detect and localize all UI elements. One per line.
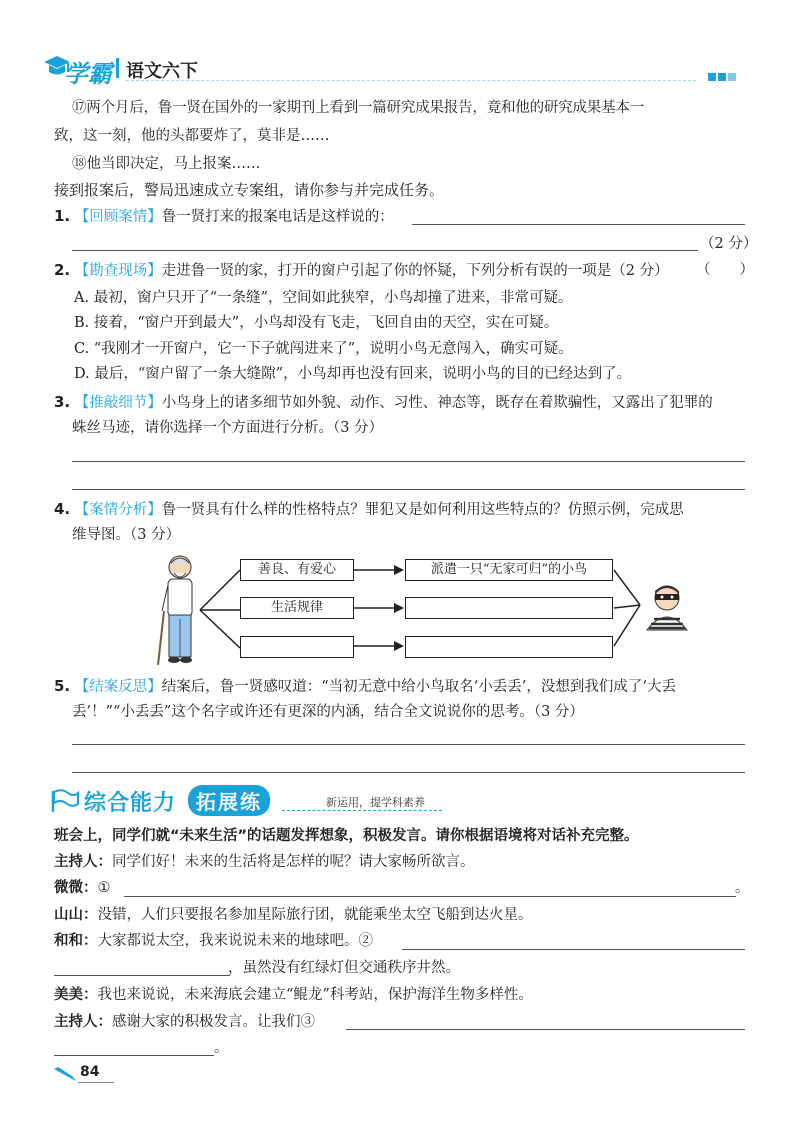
map-left-box-2: 生活规律 [240, 597, 354, 619]
speaker-host-2: 主持人： [54, 1014, 112, 1030]
q2-tag: 【勘查现场】 [74, 263, 162, 279]
q3-text-line1: 小鸟身上的诸多细节如外貌、动作、习性、神态等，既存在着欺骗性，又露出了犯罪的 [161, 395, 713, 411]
q2-option-b[interactable]: B. 接着，“窗户开到最大”，小鸟却没有飞走，飞回自由的天空，实在可疑。 [74, 315, 559, 331]
page-number: 84 [80, 1064, 100, 1080]
q4-text-line2: 维导图。（3 分） [72, 527, 181, 543]
host-2-answer-line-2[interactable] [54, 1055, 214, 1056]
section-slogan: 新运用，提学科素养 [326, 796, 425, 809]
hehe-answer-line-2[interactable] [54, 975, 230, 976]
q1-tag: 【回顾案情】 [74, 209, 162, 225]
q2-option-c[interactable]: C. “我刚才一开窗户，它一下子就闯进来了”，说明小鸟无意闯入，确实可疑。 [74, 341, 573, 357]
weiwei-answer-line[interactable] [124, 896, 736, 897]
host-2-answer-line-1[interactable] [346, 1029, 745, 1030]
footer-rule [78, 1082, 114, 1083]
host-2-end: 。 [214, 1040, 229, 1056]
dialog-host-2 [54, 1012, 315, 1032]
host-1-text: 同学们好！未来的生活将是怎样的呢？请大家畅所欲言。 [112, 854, 475, 870]
speaker-shanshan: 山山： [54, 907, 98, 923]
dialog-weiwei [54, 878, 111, 898]
weiwei-end: 。 [735, 880, 750, 896]
q5-text-line1: 结案后，鲁一贤感叹道：“当初无意中给小鸟取名‘小丢丢’，没想到我们成了‘大丢 [161, 679, 676, 695]
q1-answer-line-1[interactable] [412, 224, 745, 225]
header-marker-icon [708, 66, 736, 85]
map-left-box-3[interactable] [240, 636, 354, 658]
question-1 [54, 206, 394, 227]
section-title: 综合能力 [84, 791, 177, 816]
question-2 [54, 260, 669, 281]
question-4 [54, 499, 684, 520]
old-man-illustration [150, 553, 210, 668]
map-right-box-1: 派遣一只“无家可归”的小鸟 [405, 559, 613, 581]
q2-option-a[interactable]: A. 最初，窗户只开了“一条缝”，空间如此狭窄，小鸟却撞了进来，非常可疑。 [74, 290, 573, 306]
passage-p17-line1: ⑰两个月后，鲁一贤在国外的一家期刊上看到一篇研究成果报告，竟和他的研究成果基本一 [72, 100, 644, 116]
header-rule [126, 80, 696, 81]
masked-thief-illustration [642, 582, 692, 632]
q3-tag: 【推敲细节】 [74, 395, 162, 411]
section-flag-icon [50, 788, 80, 814]
meimei-text: 我也来说说，未来海底会建立“鲲龙”科考站，保护海洋生物多样性。 [97, 987, 533, 1003]
pencil-icon [52, 1066, 78, 1082]
q5-number: 5. [54, 677, 71, 695]
weiwei-blank-marker: ① [97, 880, 111, 896]
passage-intro: 接到报案后，警局迅速成立专案组，请你参与并完成任务。 [54, 181, 445, 199]
q1-text: 鲁一贤打来的报案电话是这样说的： [161, 209, 394, 225]
q2-number: 2. [54, 261, 71, 279]
q4-number: 4. [54, 500, 71, 518]
header-divider [116, 58, 119, 78]
q2-text: 走进鲁一贤的家，打开的窗户引起了你的怀疑，下列分析有误的一项是（2 分） [161, 263, 669, 279]
dialog-intro: 班会上，同学们就“未来生活”的话题发挥想象，积极发言。请你根据语境将对话补充完整。 [54, 828, 639, 844]
header-subject: 语文六下 [126, 61, 198, 82]
brand-name: 学霸 [64, 60, 112, 88]
speaker-hehe: 和和： [54, 933, 98, 949]
q5-answer-line-1[interactable] [72, 744, 745, 745]
question-3 [54, 392, 713, 413]
dialog-hehe [54, 931, 373, 951]
q3-number: 3. [54, 393, 71, 411]
hehe-text: 大家都说太空，我来说说未来的地球吧。② [97, 933, 373, 949]
host-2-text: 感谢大家的积极发言。让我们③ [112, 1014, 315, 1030]
q2-answer-paren[interactable]: （ ） [696, 262, 754, 278]
hehe-answer-line-1[interactable] [402, 949, 745, 950]
q3-answer-line-2[interactable] [72, 489, 745, 490]
shanshan-text: 没错，人们只要报名参加星际旅行团，就能乘坐太空飞船到达火星。 [97, 907, 533, 923]
hehe-continuation: ，虽然没有红绿灯但交通秩序井然。 [228, 960, 460, 976]
speaker-meimei: 美美： [54, 987, 98, 1003]
q1-score: （2 分） [700, 236, 758, 252]
dialog-meimei [54, 985, 533, 1005]
q5-answer-line-2[interactable] [72, 772, 745, 773]
question-5 [54, 676, 676, 697]
dialog-host-1 [54, 852, 475, 872]
speaker-weiwei: 微微： [54, 880, 98, 896]
q3-text-line2: 蛛丝马迹，请你选择一个方面进行分析。（3 分） [72, 420, 384, 436]
q5-text-line2: 丢’！”“小丢丢”这个名字或许还有更深的内涵，结合全文说说你的思考。（3 分） [72, 704, 584, 720]
passage-p18: ⑱他当即决定，马上报案…… [72, 156, 261, 172]
q4-text-line1: 鲁一贤具有什么样的性格特点？罪犯又是如何利用这些特点的？仿照示例，完成思 [161, 502, 684, 518]
q1-answer-line-2[interactable] [72, 250, 698, 251]
map-right-box-3[interactable] [405, 636, 613, 658]
q5-tag: 【结案反思】 [74, 679, 162, 695]
section-subtitle-badge: 拓展练 [188, 785, 270, 816]
section-underline [282, 810, 442, 811]
q4-tag: 【案情分析】 [74, 502, 162, 518]
passage-p17-line2: 致，这一刻，他的头都要炸了，莫非是…… [54, 128, 330, 144]
q3-answer-line-1[interactable] [72, 461, 745, 462]
speaker-host: 主持人： [54, 854, 112, 870]
q2-option-d[interactable]: D. 最后，“窗户留了一条大缝隙”，小鸟却再也没有回来，说明小鸟的目的已经达到了。 [74, 366, 632, 382]
map-left-box-1: 善良、有爱心 [240, 559, 354, 581]
map-right-box-2[interactable] [405, 597, 613, 619]
q1-number: 1. [54, 207, 71, 225]
dialog-shanshan [54, 905, 533, 925]
